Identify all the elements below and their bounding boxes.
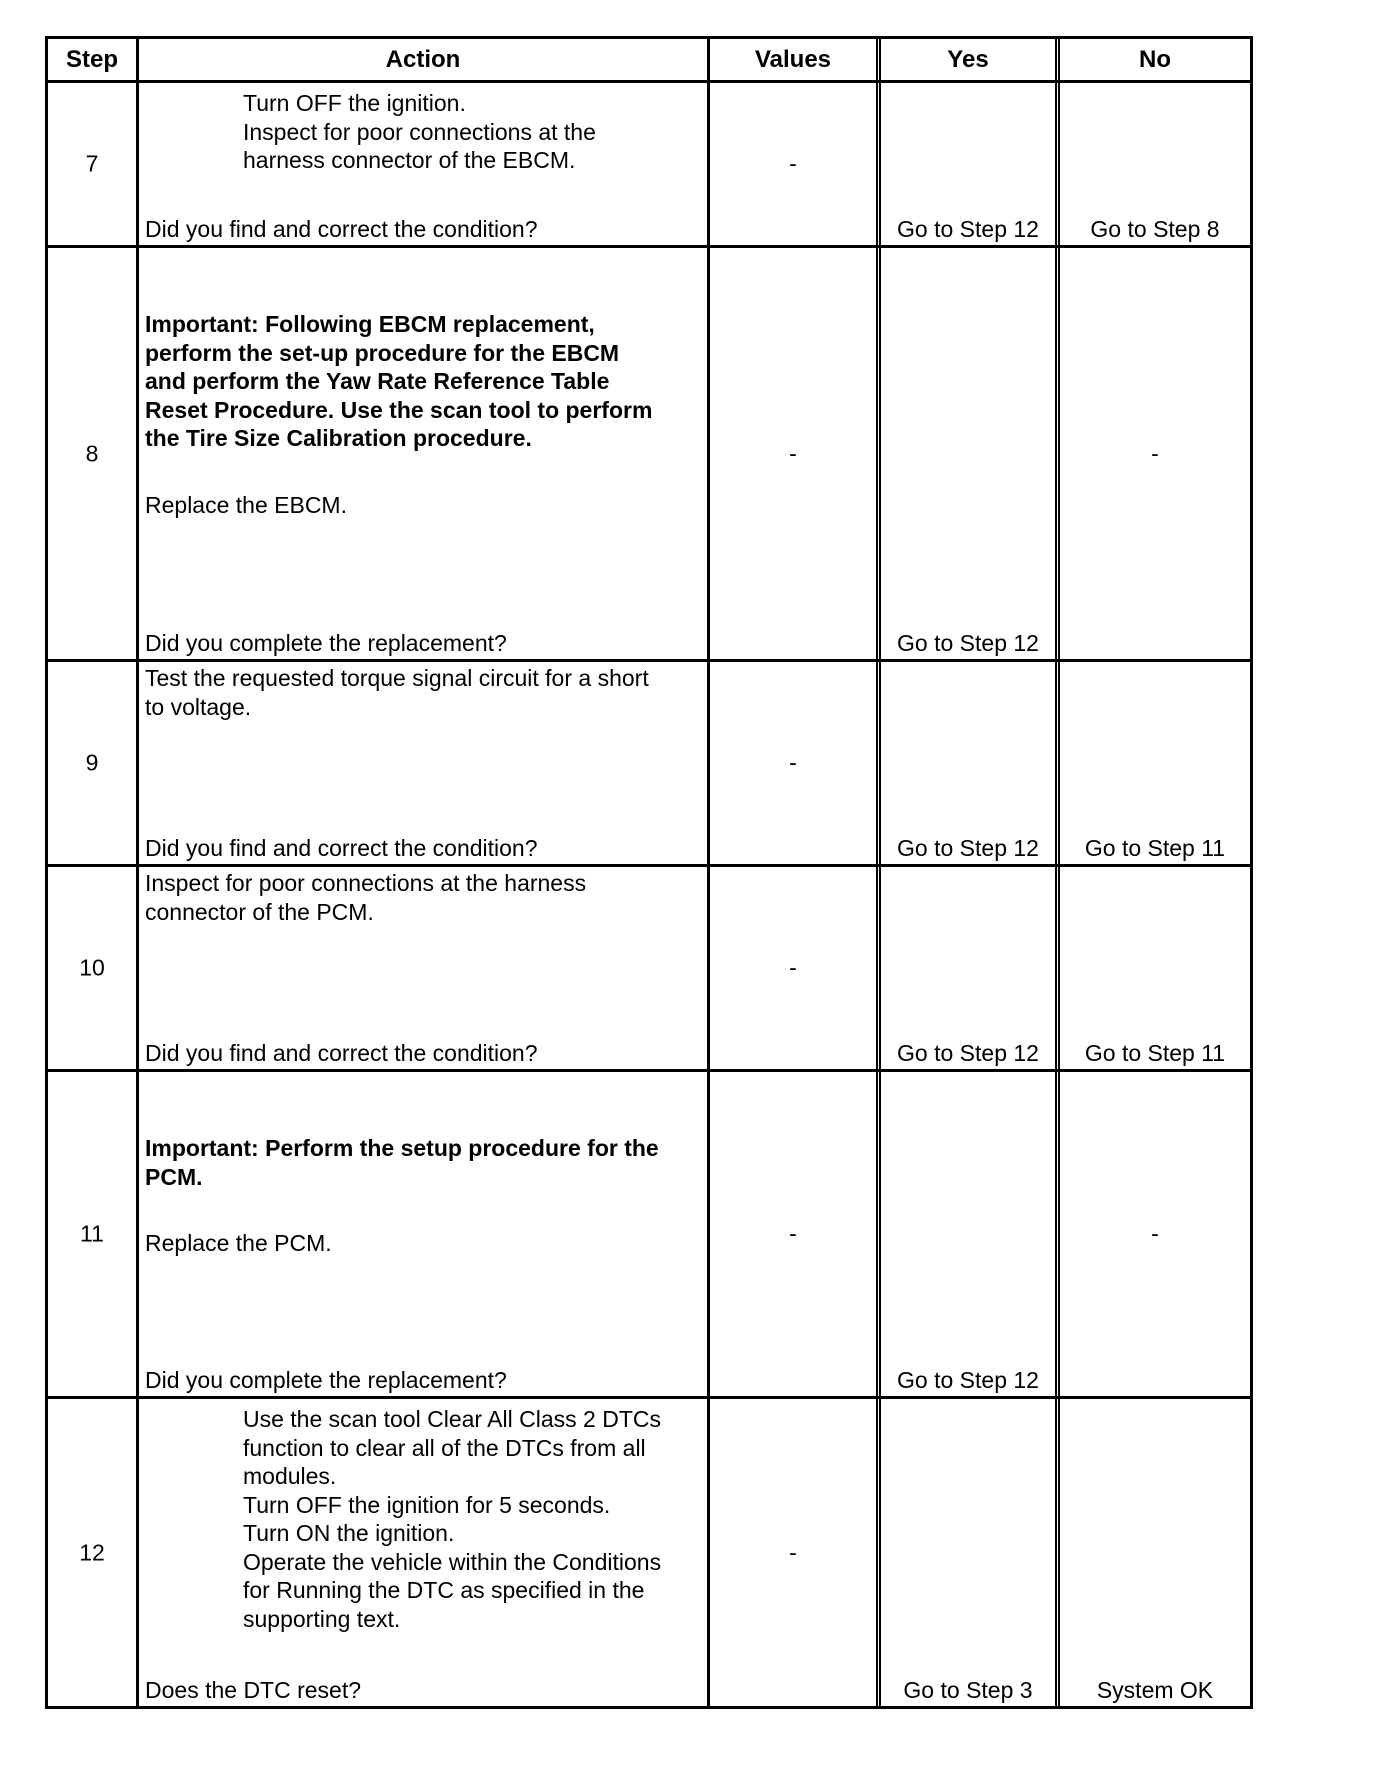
important-note — [145, 310, 703, 453]
action-question: Did you complete the replacement? — [145, 630, 507, 656]
no-result: Go to Step 8 — [1090, 216, 1220, 242]
paragraph-gap — [145, 453, 703, 491]
values-text: - — [789, 1220, 797, 1247]
no-result: - — [1151, 440, 1159, 466]
action-cell — [136, 83, 707, 245]
table-row — [48, 1396, 1250, 1706]
instruction-line: Test the requested torque signal circuit for a short — [145, 665, 649, 691]
yes-cell — [876, 1399, 1055, 1706]
values-text: - — [789, 150, 797, 177]
diagnostic-table — [45, 36, 1253, 1709]
yes-cell — [876, 83, 1055, 245]
action-question: Did you complete the replacement? — [145, 1367, 507, 1393]
instruction-line: the Tire Size Calibration procedure. — [145, 425, 532, 451]
action-cell — [136, 662, 707, 864]
step-cell — [48, 248, 136, 659]
instruction-block — [145, 1229, 703, 1258]
paragraph-gap — [145, 1191, 703, 1229]
yes-result: Go to Step 12 — [897, 835, 1039, 861]
yes-result: Go to Step 12 — [897, 1040, 1039, 1066]
table-row — [48, 659, 1250, 864]
instruction-line: PCM. — [145, 1163, 203, 1190]
yes-cell — [876, 248, 1055, 659]
instruction-line: Replace the PCM. — [145, 1230, 332, 1256]
values-text: - — [789, 749, 797, 776]
instruction-line: Use the scan tool Clear All Class 2 DTCs — [243, 1406, 661, 1432]
action-cell — [136, 248, 707, 659]
yes-result: Go to Step 12 — [897, 1367, 1039, 1393]
instruction-line: connector of the PCM. — [145, 898, 374, 925]
instruction-block — [145, 664, 703, 721]
no-result: Go to Step 11 — [1084, 835, 1226, 861]
values-cell — [707, 1399, 876, 1706]
table-header — [48, 39, 1250, 80]
yes-cell — [876, 1072, 1055, 1396]
instruction-line: and perform the Yaw Rate Reference Table — [145, 368, 610, 394]
no-cell — [1055, 83, 1250, 245]
instruction-line: to voltage. — [145, 693, 252, 720]
values-text: - — [789, 1539, 797, 1565]
action-instructions — [145, 664, 703, 721]
action-instructions — [145, 310, 703, 519]
action-instructions — [145, 1134, 703, 1258]
action-cell — [136, 867, 707, 1069]
instruction-line: Inspect for poor connections at the harness — [145, 870, 587, 896]
header-values: Values — [707, 39, 876, 80]
table-row — [48, 864, 1250, 1069]
step-cell — [48, 1399, 136, 1706]
instruction-line: Replace the EBCM. — [145, 491, 347, 518]
action-question: Did you find and correct the condition? — [145, 835, 538, 861]
action-cell — [136, 1072, 707, 1396]
no-cell — [1055, 248, 1250, 659]
step-number: 7 — [85, 150, 99, 177]
yes-result: Go to Step 12 — [897, 630, 1039, 656]
step-cell — [48, 867, 136, 1069]
step-number: 11 — [80, 1220, 104, 1247]
yes-result: Go to Step 12 — [897, 216, 1039, 242]
instruction-block — [243, 89, 703, 175]
instruction-line: function to clear all of the DTCs from all — [243, 1434, 646, 1461]
header-no: No — [1055, 39, 1250, 80]
instruction-line: Important: Following EBCM replacement, — [145, 311, 595, 337]
values-cell — [707, 1072, 876, 1396]
yes-cell — [876, 867, 1055, 1069]
values-cell — [707, 248, 876, 659]
values-cell — [707, 83, 876, 245]
no-result: - — [1151, 1220, 1159, 1247]
yes-result: Go to Step 3 — [903, 1677, 1033, 1703]
instruction-line: Turn OFF the ignition. — [243, 90, 466, 116]
important-note — [145, 1134, 703, 1191]
instruction-line: Inspect for poor connections at the — [243, 118, 596, 145]
instruction-line: Operate the vehicle within the Conditions — [243, 1548, 662, 1575]
no-result: Go to Step 11 — [1084, 1040, 1226, 1066]
action-instructions — [145, 869, 703, 926]
step-cell — [48, 662, 136, 864]
instruction-line: for Running the DTC as specified in the — [243, 1577, 645, 1603]
action-question: Does the DTC reset? — [145, 1677, 362, 1703]
values-text: - — [789, 440, 797, 466]
instruction-line: Important: Perform the setup procedure for the — [145, 1135, 659, 1161]
instruction-block — [145, 491, 703, 520]
values-cell — [707, 662, 876, 864]
step-number: 12 — [79, 1539, 105, 1565]
yes-cell — [876, 662, 1055, 864]
action-instructions — [243, 89, 703, 175]
action-instructions — [243, 1405, 703, 1633]
instruction-block — [243, 1405, 703, 1633]
table-row — [48, 80, 1250, 245]
header-step: Step — [65, 45, 118, 73]
instruction-line: modules. — [243, 1463, 337, 1489]
action-question: Did you find and correct the condition? — [145, 216, 538, 242]
step-number: 10 — [79, 954, 105, 981]
no-result: System OK — [1096, 1677, 1214, 1703]
instruction-line: Turn OFF the ignition for 5 seconds. — [243, 1491, 611, 1518]
no-cell — [1055, 1399, 1250, 1706]
action-cell — [136, 1399, 707, 1706]
header-action: Action — [136, 39, 707, 80]
no-cell — [1055, 867, 1250, 1069]
step-cell — [48, 1072, 136, 1396]
step-number: 8 — [85, 440, 99, 466]
instruction-line: Turn ON the ignition. — [243, 1520, 455, 1546]
values-cell — [707, 867, 876, 1069]
step-number: 9 — [85, 749, 99, 776]
instruction-line: harness connector of the EBCM. — [243, 147, 576, 173]
header-yes: Yes — [876, 39, 1055, 80]
table-row — [48, 1069, 1250, 1396]
step-cell — [48, 83, 136, 245]
values-text: - — [789, 954, 797, 981]
instruction-block — [145, 869, 703, 926]
table-row — [48, 245, 1250, 659]
action-question: Did you find and correct the condition? — [145, 1040, 538, 1066]
instruction-line: perform the set-up procedure for the EBCM — [145, 339, 620, 366]
no-cell — [1055, 1072, 1250, 1396]
instruction-line: Reset Procedure. Use the scan tool to perform — [145, 396, 653, 423]
instruction-line: supporting text. — [243, 1605, 401, 1632]
no-cell — [1055, 662, 1250, 864]
